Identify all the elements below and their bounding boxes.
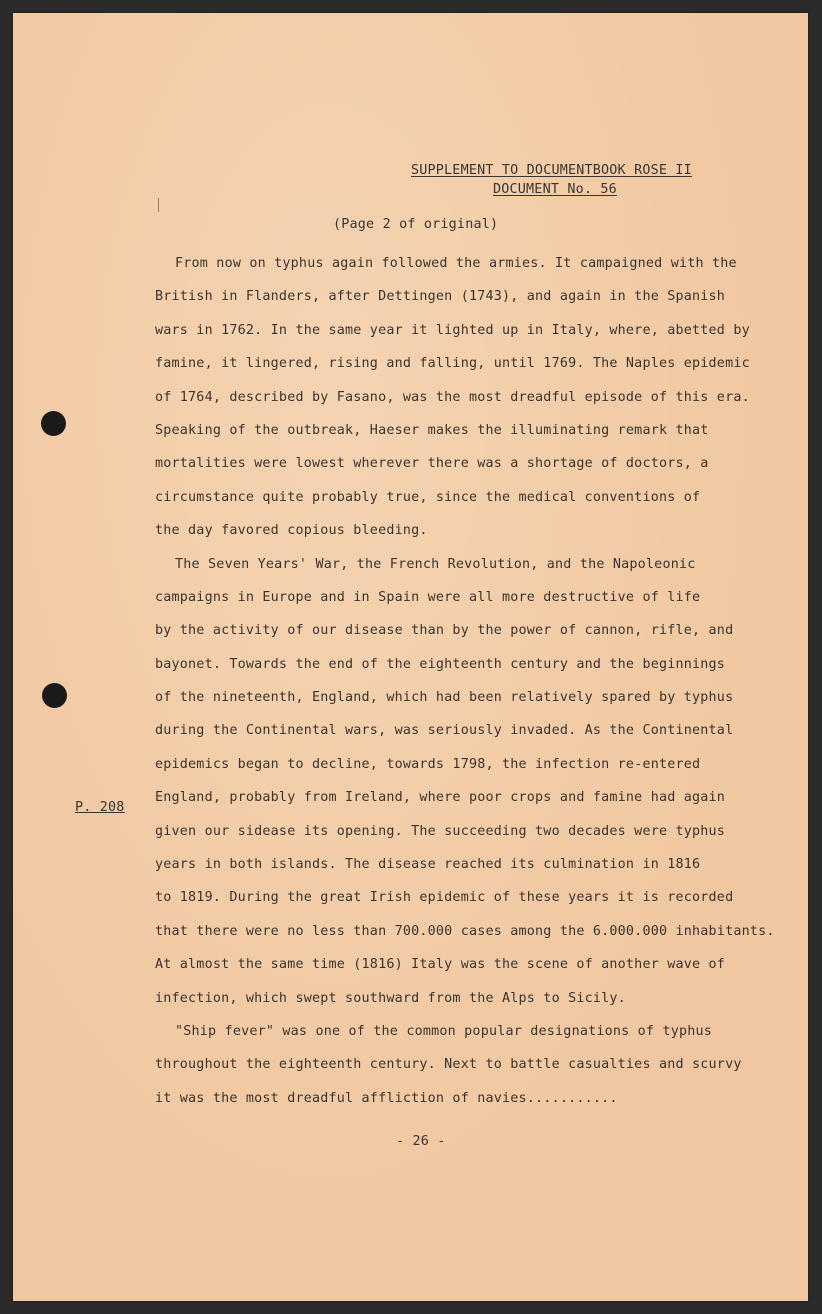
punch-hole [42,683,67,708]
pencil-mark [158,198,159,212]
text-line: British in Flanders, after Dettingen (1743), and again in the Spanish [155,289,726,305]
text-line: the day favored copious bleeding. [155,523,428,539]
document-page [13,13,808,1301]
page-number: - 26 - [396,1134,446,1149]
punch-hole [41,411,66,436]
text-line: mortalities were lowest wherever there was a shortage of doctors, a [155,456,709,472]
text-line: From now on typhus again followed the armies. It campaigned with the [175,256,737,271]
margin-page-reference: P. 208 [75,800,125,815]
text-line: At almost the same time (1816) Italy was the scene of another wave of [155,957,726,973]
text-line: "Ship fever" was one of the common popular designations of typhus [175,1023,713,1039]
text-line: years in both islands. The disease reached its culmination in 1816 [155,857,701,873]
document-header [411,163,711,201]
text-line: circumstance quite probably true, since the medical conventions of [155,489,701,505]
text-line: of 1764, described by Fasano, was the most dreadful episode of this era. [155,389,750,405]
text-line: of the nineteenth, England, which had been relatively spared by typhus [155,690,734,706]
text-line: epidemics began to decline, towards 1798, the infection re-entered [155,756,701,772]
text-line: England, probably from Ireland, where poor crops and famine had again [155,790,726,806]
text-line: throughout the eighteenth century. Next to battle casualties and scurvy [155,1057,742,1073]
text-line: infection, which swept southward from the Alps to Sicily. [155,990,626,1006]
text-line: that there were no less than 700.000 cases among the 6.000.000 inhabitants. [155,923,775,939]
text-line: during the Continental wars, was seriously invaded. As the Continental [155,723,734,739]
text-line: Speaking of the outbreak, Haeser makes the illuminating remark that [155,422,709,438]
text-line: bayonet. Towards the end of the eighteenth century and the beginnings [155,656,726,672]
body-text [155,247,775,1115]
text-line: The Seven Years' War, the French Revolution, and the Napoleonic [175,556,696,572]
text-line: campaigns in Europe and in Spain were all more destructive of life [155,589,701,605]
page-note: (Page 2 of original) [333,217,499,232]
text-line: wars in 1762. In the same year it lighted up in Italy, where, abetted by [155,322,750,338]
text-line: given our sidease its opening. The succeeding two decades were typhus [155,823,726,839]
text-line: by the activity of our disease than by the power of cannon, rifle, and [155,623,734,639]
text-line: famine, it lingered, rising and falling, until 1769. The Naples epidemic [155,356,750,372]
header-supplement-line: SUPPLEMENT TO DOCUMENTBOOK ROSE II [411,163,692,178]
text-line: it was the most dreadful affliction of navies........... [155,1090,618,1106]
header-document-number: DOCUMENT No. 56 [493,182,617,197]
text-line: to 1819. During the great Irish epidemic of these years it is recorded [155,890,734,906]
